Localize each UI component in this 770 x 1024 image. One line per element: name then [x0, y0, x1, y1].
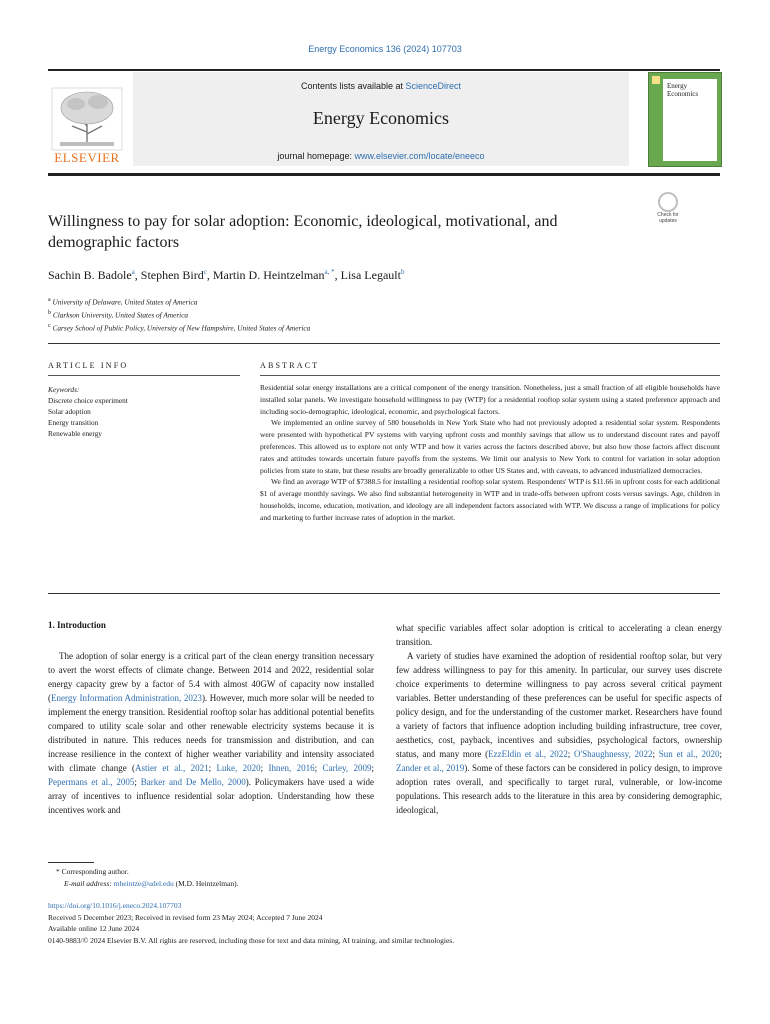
section-divider: [48, 343, 720, 344]
corresponding-label: Corresponding author.: [61, 867, 129, 876]
keyword-item: Energy transition: [48, 418, 99, 427]
homepage-line: [133, 151, 629, 161]
citation-link[interactable]: Carley, 2009: [322, 763, 372, 773]
paper-title: Willingness to pay for solar adoption: Economic, ideological, motivational, and demographic factors: [48, 213, 558, 251]
author-name: Martin D. Heintzelman: [212, 268, 325, 282]
masthead-divider: [48, 173, 720, 176]
check-for-updates-badge[interactable]: [650, 192, 686, 228]
intro-paragraph: what specific variables affect solar adoption is critical to accelerating a clean energy transition.: [396, 623, 722, 647]
journal-title: Energy Economics: [312, 108, 450, 128]
intro-left-column: [48, 649, 374, 817]
online-date: Available online 12 June 2024: [48, 924, 140, 934]
sciencedirect-link[interactable]: ScienceDirect: [405, 81, 462, 91]
top-divider: [48, 69, 720, 71]
citation-link[interactable]: Sun et al., 2020: [658, 749, 720, 759]
contents-line: [133, 81, 629, 91]
keywords-label: Keywords:: [48, 385, 80, 394]
copyright-line: 0140-9883/© 2024 Elsevier B.V. All rights are reserved, including those for text and data mining, AI training, and similar technologies.: [48, 935, 455, 945]
citation-link[interactable]: Barker and De Mello, 2000: [140, 777, 246, 787]
contents-prefix: Contents lists available at: [300, 81, 406, 91]
author-name: Lisa Legault: [340, 268, 401, 282]
author-affiliation-mark[interactable]: b: [400, 268, 405, 276]
abstract-rule: [260, 375, 720, 376]
citation-link[interactable]: Luke, 2020: [216, 763, 261, 773]
journal-cover-thumbnail[interactable]: [648, 72, 722, 167]
author-affiliation-mark[interactable]: a, *: [324, 268, 335, 276]
update-badge-label: Check for updates: [657, 212, 679, 224]
author-affiliation-mark[interactable]: c: [203, 268, 207, 276]
abstract-body: [260, 382, 720, 524]
cover-title: Energy Economics: [667, 82, 699, 98]
citation-link[interactable]: O'Shaughnessy, 2022: [574, 749, 653, 759]
abstract-paragraph: We find an average WTP of $7388.5 for installing a residential rooftop solar system. Respondents' WTP is $11.66 in upfront costs for each additional $1 of average monthly savings. We also find substantial heterogeneity in WTP and in trade-offs between upfront costs versus savings. Age, children in households, income, education, motivation, and ideology are all independent factors associated with WTP. We discuss a range of implications for policy and marketing to further increase rates of adoption in the market.: [260, 477, 720, 522]
article-info-rule: [48, 375, 240, 376]
affiliation-item: $^a$ University of Delaware, United States of America: [48, 297, 198, 307]
introduction-heading: 1. Introduction: [48, 620, 106, 630]
doi-link[interactable]: https://doi.org/10.1016/j.eneco.2024.107703: [48, 901, 182, 910]
journal-reference[interactable]: Energy Economics 136 (2024) 107703: [308, 44, 462, 54]
email-link[interactable]: mheintze@udel.edu: [113, 879, 174, 888]
abstract-paragraph: We implemented an online survey of 580 households in New York State who had not previously adopted a residential solar system. Respondents were presented with hypothetical PV systems with varying upfront costs and monthly savings that allow us to understand discount rates and payoff preferences. This allowed us to explore not only WTP and how it varies across the factors described above, but also how those factors affect discount rates and attitudes towards uncertain future payoffs from the systems. We limit our analysis to New York to control for variation in solar adoption policies from state to state, but these results are broadly generalizable to other US States and, with caveats, to advanced industrialized democracies.: [260, 418, 720, 475]
update-ring-icon: [658, 192, 678, 212]
citation-link[interactable]: Ihnen, 2016: [268, 763, 315, 773]
citation-link[interactable]: Pepermans et al., 2005: [48, 777, 135, 787]
keyword-item: Solar adoption: [48, 407, 91, 416]
publisher-wordmark: ELSEVIER: [54, 150, 120, 165]
keywords-block: [48, 384, 128, 439]
author-list: Sachin B. Badole$^a$, Stephen Bird$^c$, Martin D. Heintzelman$^{a, *}$, Lisa Legault$^b$: [48, 268, 405, 282]
keyword-item: Renewable energy: [48, 429, 102, 438]
abstract-heading: ABSTRACT: [260, 361, 320, 370]
author-name: Sachin B. Badole: [48, 268, 132, 282]
author-affiliation-mark[interactable]: a: [131, 268, 135, 276]
affiliation-item: $^b$ Clarkson University, United States of America: [48, 309, 189, 320]
article-info-heading: ARTICLE INFO: [48, 361, 129, 370]
email-label: E-mail address:: [64, 879, 114, 888]
citation-link[interactable]: Energy Information Administration, 2023: [51, 693, 202, 703]
intro-paragraph: A variety of studies have examined the adoption of residential rooftop solar, but very few address willingness to pay for this amenity. In particular, our survey uses discrete choice experiments to determine willingness to pay across several critical payment variables. Better understanding of these preferences can be useful for specific aspects of policy design, and for the understanding of the customer market. Researchers have found a variety of factors that influence adoption including building infrastructure, tree cover, aesthetics, cost, payback, incentives and subsidies, psychological factors, ownership status, and many more (EzzEldin et al., 2022; O'Shaughnessy, 2022; Sun et al., 2020; Zander et al., 2019). Some of these factors can be considered in policy design, to improve adoption rates overall, and specifically to target rural, vulnerable, or low-income populations. This research adds to the literature in this area by considering demographic, ideological,: [396, 651, 722, 815]
corresponding-footnote: * Corresponding author. E-mail address: mheintze@udel.edu (M.D. Heintzelman).: [56, 867, 239, 888]
footnote-rule: [48, 862, 94, 863]
abstract-paragraph: Residential solar energy installations are a critical component of the energy transition. Nonetheless, just a small fraction of all eligible households have installed solar panels. We investigate household willingness to pay (WTP) for a residential rooftop solar system using a stated preference approach and including socio-demographic, ideological, economic, and psychological factors.: [260, 383, 720, 416]
intro-right-column: [396, 621, 722, 817]
keyword-item: Discrete choice experiment: [48, 396, 128, 405]
citation-link[interactable]: Astier et al., 2021: [135, 763, 209, 773]
citation-link[interactable]: EzzEldin et al., 2022: [488, 749, 568, 759]
affiliation-item: $^c$ Carsey School of Public Policy, University of New Hampshire, United States of America: [48, 322, 311, 333]
author-name: Stephen Bird: [140, 268, 204, 282]
affiliation-list: [48, 295, 310, 334]
abstract-bottom-divider: [48, 593, 720, 594]
citation-link[interactable]: Zander et al., 2019: [396, 763, 465, 773]
homepage-link[interactable]: www.elsevier.com/locate/eneeco: [354, 151, 485, 161]
cover-inner: [663, 79, 717, 161]
homepage-prefix: journal homepage:: [277, 151, 355, 161]
cover-badge-icon: [652, 76, 660, 84]
intro-paragraph: The adoption of solar energy is a critical part of the clean energy transition necessary to avert the worst effects of climate change. Between 2014 and 2022, residential solar energy capacity grew by a factor of 5.4 with almost 40GW of capacity now installed (Energy Information Administration, 2023). However, much more solar will be needed to implement the energy transition. Residential rooftop solar has additional potential benefits compared to utility scale solar and other renewable electricity systems because it is distributed in nature. This reduces needs for transmission and distribution, and can increase resilience in the context of higher weather variability and intensity associated with climate change (Astier et al., 2021; Luke, 2020; Ihnen, 2016; Carley, 2009; Pepermans et al., 2005; Barker and De Mello, 2000). Policymakers have used a wide array of incentives to influence residential solar adoption. Understanding how these incentives work and: [48, 651, 374, 815]
publication-info: [48, 900, 454, 946]
received-dates: Received 5 December 2023; Received in revised form 23 May 2024; Accepted 7 June 2024: [48, 912, 323, 922]
